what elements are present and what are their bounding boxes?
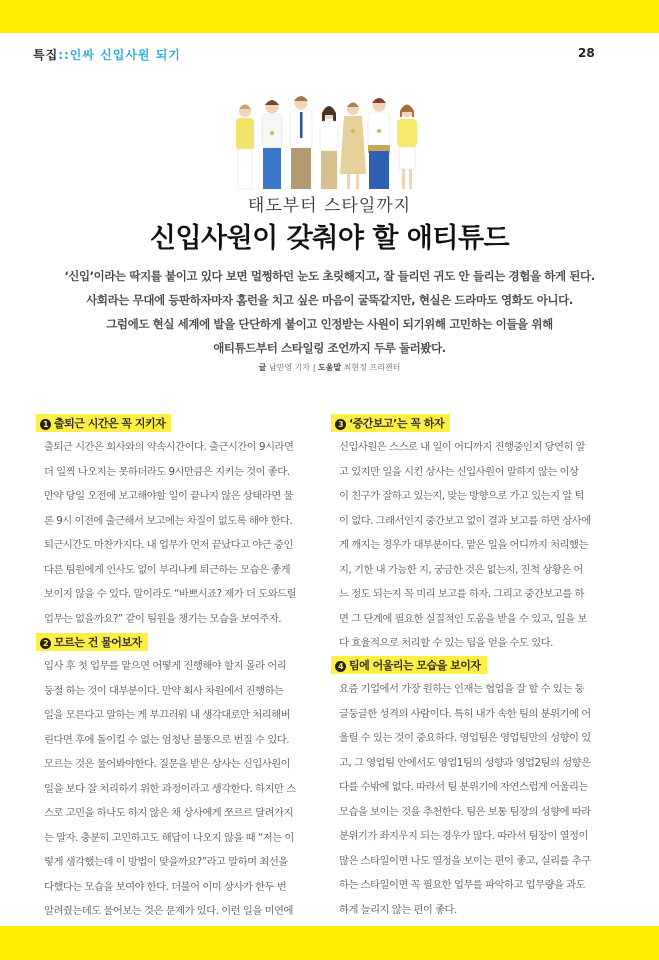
number-badge-icon: 2 xyxy=(40,638,51,649)
section-heading-text: 출퇴근 시간은 꼭 지키자 xyxy=(54,417,166,430)
writer-name: 남민영 기자 xyxy=(268,363,311,372)
lead-paragraph xyxy=(20,264,639,360)
body-line: 스로 고민을 하나도 하지 않은 채 상사에게 쪼르르 달려가지 xyxy=(44,807,293,819)
section-topic: 인싸 신입사원 되기 xyxy=(69,48,181,62)
body-line: 이 친구가 잘하고 있는지, 맞는 방향으로 가고 있는지 알 턱 xyxy=(339,490,585,502)
body-line: 입사 후 첫 업무를 맡으면 어떻게 진행해야 할지 몰라 어리 xyxy=(44,660,287,672)
section-heading-text: ‘중간보고’는 꼭 하자 xyxy=(349,417,445,430)
number-badge-icon: 3 xyxy=(335,419,346,430)
section-3 xyxy=(339,412,621,656)
body-line: 많은 스타일이면 나도 열정을 보이는 편이 좋고, 실리를 추구 xyxy=(339,854,591,867)
number-badge-icon: 4 xyxy=(335,661,346,672)
body-line: 느 정도 되는지 꼭 미리 보고를 하자. 그리고 중간보고를 하 xyxy=(339,588,585,600)
person-7 xyxy=(397,105,417,190)
body-line: 지, 기한 내 가능한 지, 궁금한 것은 없는지, 진척 상황은 어 xyxy=(339,563,583,576)
section-label: 특집 xyxy=(33,48,59,62)
person-2 xyxy=(262,100,282,189)
body-line: 글둥글한 성격의 사람이다. 특히 내가 속한 팀의 분위기에 어 xyxy=(339,707,591,720)
byline-divider: | xyxy=(312,363,316,372)
bottom-yellow-bar xyxy=(0,926,659,960)
section-heading xyxy=(36,633,148,651)
body-line: 다를 수밖에 없다. 따라서 팀 분위기에 자연스럽게 어울리는 xyxy=(339,781,588,793)
section-body xyxy=(339,435,621,656)
body-line: 다 효율적으로 처리할 수 있는 팁을 얻을 수도 있다. xyxy=(339,637,553,649)
body-line: 둥절 하는 것이 대부분이다. 만약 회사 차원에서 진행하는 xyxy=(44,684,284,697)
body-line: 이 없다. 그래서인지 중간보고 없이 결과 보고를 하면 상사에 xyxy=(339,514,591,527)
body-line: 론 9시 이전에 출근해서 보고에는 차질이 없도록 해야 한다. xyxy=(44,514,293,527)
top-yellow-bar xyxy=(0,0,659,33)
body-line: 분위기가 좌지우지 되는 경우가 많다. 따라서 팀장이 열정이 xyxy=(339,830,588,842)
section-heading xyxy=(331,656,487,674)
body-line: 린다면 후에 돌이킬 수 없는 엄청난 불똥으로 번질 수 있다. xyxy=(44,733,290,746)
body-line: 요즘 기업에서 가장 원하는 인재는 협업을 잘 할 수 있는 둥 xyxy=(339,683,585,695)
number-badge-icon: 1 xyxy=(40,419,51,430)
lead-line: ‘신입’이라는 딱지를 붙이고 있다 보면 멀쩡하던 눈도 초릿해지고, 잘 들리던 귀도 안 들리는 경험을 하게 된다. xyxy=(64,269,595,283)
person-4 xyxy=(320,106,338,189)
body-line: 업무는 없을까요?” 같이 팀원을 챙기는 모습을 보여주자. xyxy=(44,612,282,625)
body-line: 울릴 수 있는 것이 중요하다. 영업팀은 영업팀만의 성향이 있 xyxy=(339,732,591,744)
section-1 xyxy=(44,412,326,631)
body-line: 출퇴근 시간은 회사와의 약속시간이다. 출근시간이 9시라면 xyxy=(44,441,294,453)
body-line: 렇게 생각했는데 이 방법이 맞을까요?”라고 말하며 최선을 xyxy=(44,856,288,868)
body-line: 모르는 것은 물어봐야한다. 질문을 받은 상사는 신입사원이 xyxy=(44,758,291,770)
article-title: 신입사원이 갖춰야 할 애티튜드 xyxy=(149,223,510,254)
body-line: 면 그 단계에 필요한 실질적인 도움을 받을 수 있고, 일을 보 xyxy=(339,612,587,625)
body-line: 고 있지만 일을 시킨 상사는 신입사원이 말하지 않는 이상 xyxy=(339,465,579,478)
body-line: 는 말자. 충분히 고민하고도 해답이 나오지 않을 때 “저는 이 xyxy=(44,831,294,844)
section-heading xyxy=(331,414,450,432)
person-6 xyxy=(368,98,390,189)
section-body xyxy=(339,677,621,922)
person-5 xyxy=(340,103,366,190)
section-heading-text: 팀에 어울리는 모습을 보이자 xyxy=(349,659,481,672)
person-1 xyxy=(236,105,254,190)
body-line: 신입사원은 스스로 내 일이 어디까지 진행중인지 당연히 알 xyxy=(339,441,586,453)
body-line: 알려줬는데도 물어보는 것은 문제가 있다. 이런 일을 미연에 xyxy=(44,905,293,917)
helper-name: 최현정 프리젠터 xyxy=(343,363,401,372)
article-subtitle: 태도부터 스타일까지 xyxy=(247,196,412,216)
section-heading-text: 모르는 건 물어보자 xyxy=(54,636,142,649)
lead-line: 애티튜드부터 스타일링 조언까지 두루 둘러봤다. xyxy=(213,341,446,355)
section-2 xyxy=(44,631,326,948)
body-line: 게 깨지는 경우가 대부분이다. 맡은 일을 어디까지 처리했는 xyxy=(339,539,588,551)
running-head xyxy=(33,46,181,63)
body-line: 다했다는 모습을 보여야 한다. 더불어 이미 상사가 한두 번 xyxy=(44,880,287,893)
person-3 xyxy=(290,96,312,189)
body-line: 일을 모른다고 말하는 게 부끄러워 내 생각대로만 처리해버 xyxy=(44,709,291,721)
body-line: 다른 팀원에게 인사도 없이 부리나케 퇴근하는 모습은 좋게 xyxy=(44,563,291,576)
writer-label: 글 xyxy=(258,363,267,372)
body-line: 고, 그 영업팀 안에서도 영업1팀의 성향과 영업2팀의 성향은 xyxy=(339,756,591,769)
body-line: 하게 늘리지 않는 편이 좋다. xyxy=(339,903,457,916)
section-body xyxy=(44,654,326,948)
body-line: 보이지 않을 수 있다. 말이라도 “바쁘시죠? 제가 더 도와드릴 xyxy=(44,588,297,600)
lead-line: 그럼에도 현실 세계에 발을 단단하게 붙이고 인정받는 사원이 되기위해 고민하는 이들을 위해 xyxy=(106,317,553,331)
section-body xyxy=(44,435,326,631)
body-line: 모습을 보이는 것을 추천한다. 팀은 보통 팀장의 성향에 따라 xyxy=(339,805,591,818)
page-number: 28 xyxy=(578,46,595,60)
section-separator: :: xyxy=(58,48,70,62)
body-line: 하는 스타일이면 꼭 필요한 업무를 파악하고 업무량을 과도 xyxy=(339,879,586,891)
body-line: 퇴근시간도 마찬가지다. 내 업무가 먼저 끝났다고 야근 중인 xyxy=(44,539,293,551)
lead-line: 사회라는 무대에 등판하자마자 홈런을 치고 싶은 마음이 굴뚝같지만, 현실은 드라마도 영화도 아니다. xyxy=(86,293,573,307)
group-of-employees-illustration xyxy=(225,93,433,191)
section-4 xyxy=(339,654,621,922)
body-line: 만약 당일 오전에 보고해야할 일이 끝나지 않은 상태라면 물 xyxy=(44,490,293,502)
body-line: 더 일찍 나오지는 못하더라도 9시만큼은 지키는 것이 좋다. xyxy=(44,465,290,478)
body-line: 일을 보다 잘 처리하기 위한 과정이라고 생각한다. 하지만 스 xyxy=(44,782,296,795)
helper-label: 도움말 xyxy=(317,363,342,372)
section-heading xyxy=(36,414,171,432)
byline xyxy=(0,362,659,373)
